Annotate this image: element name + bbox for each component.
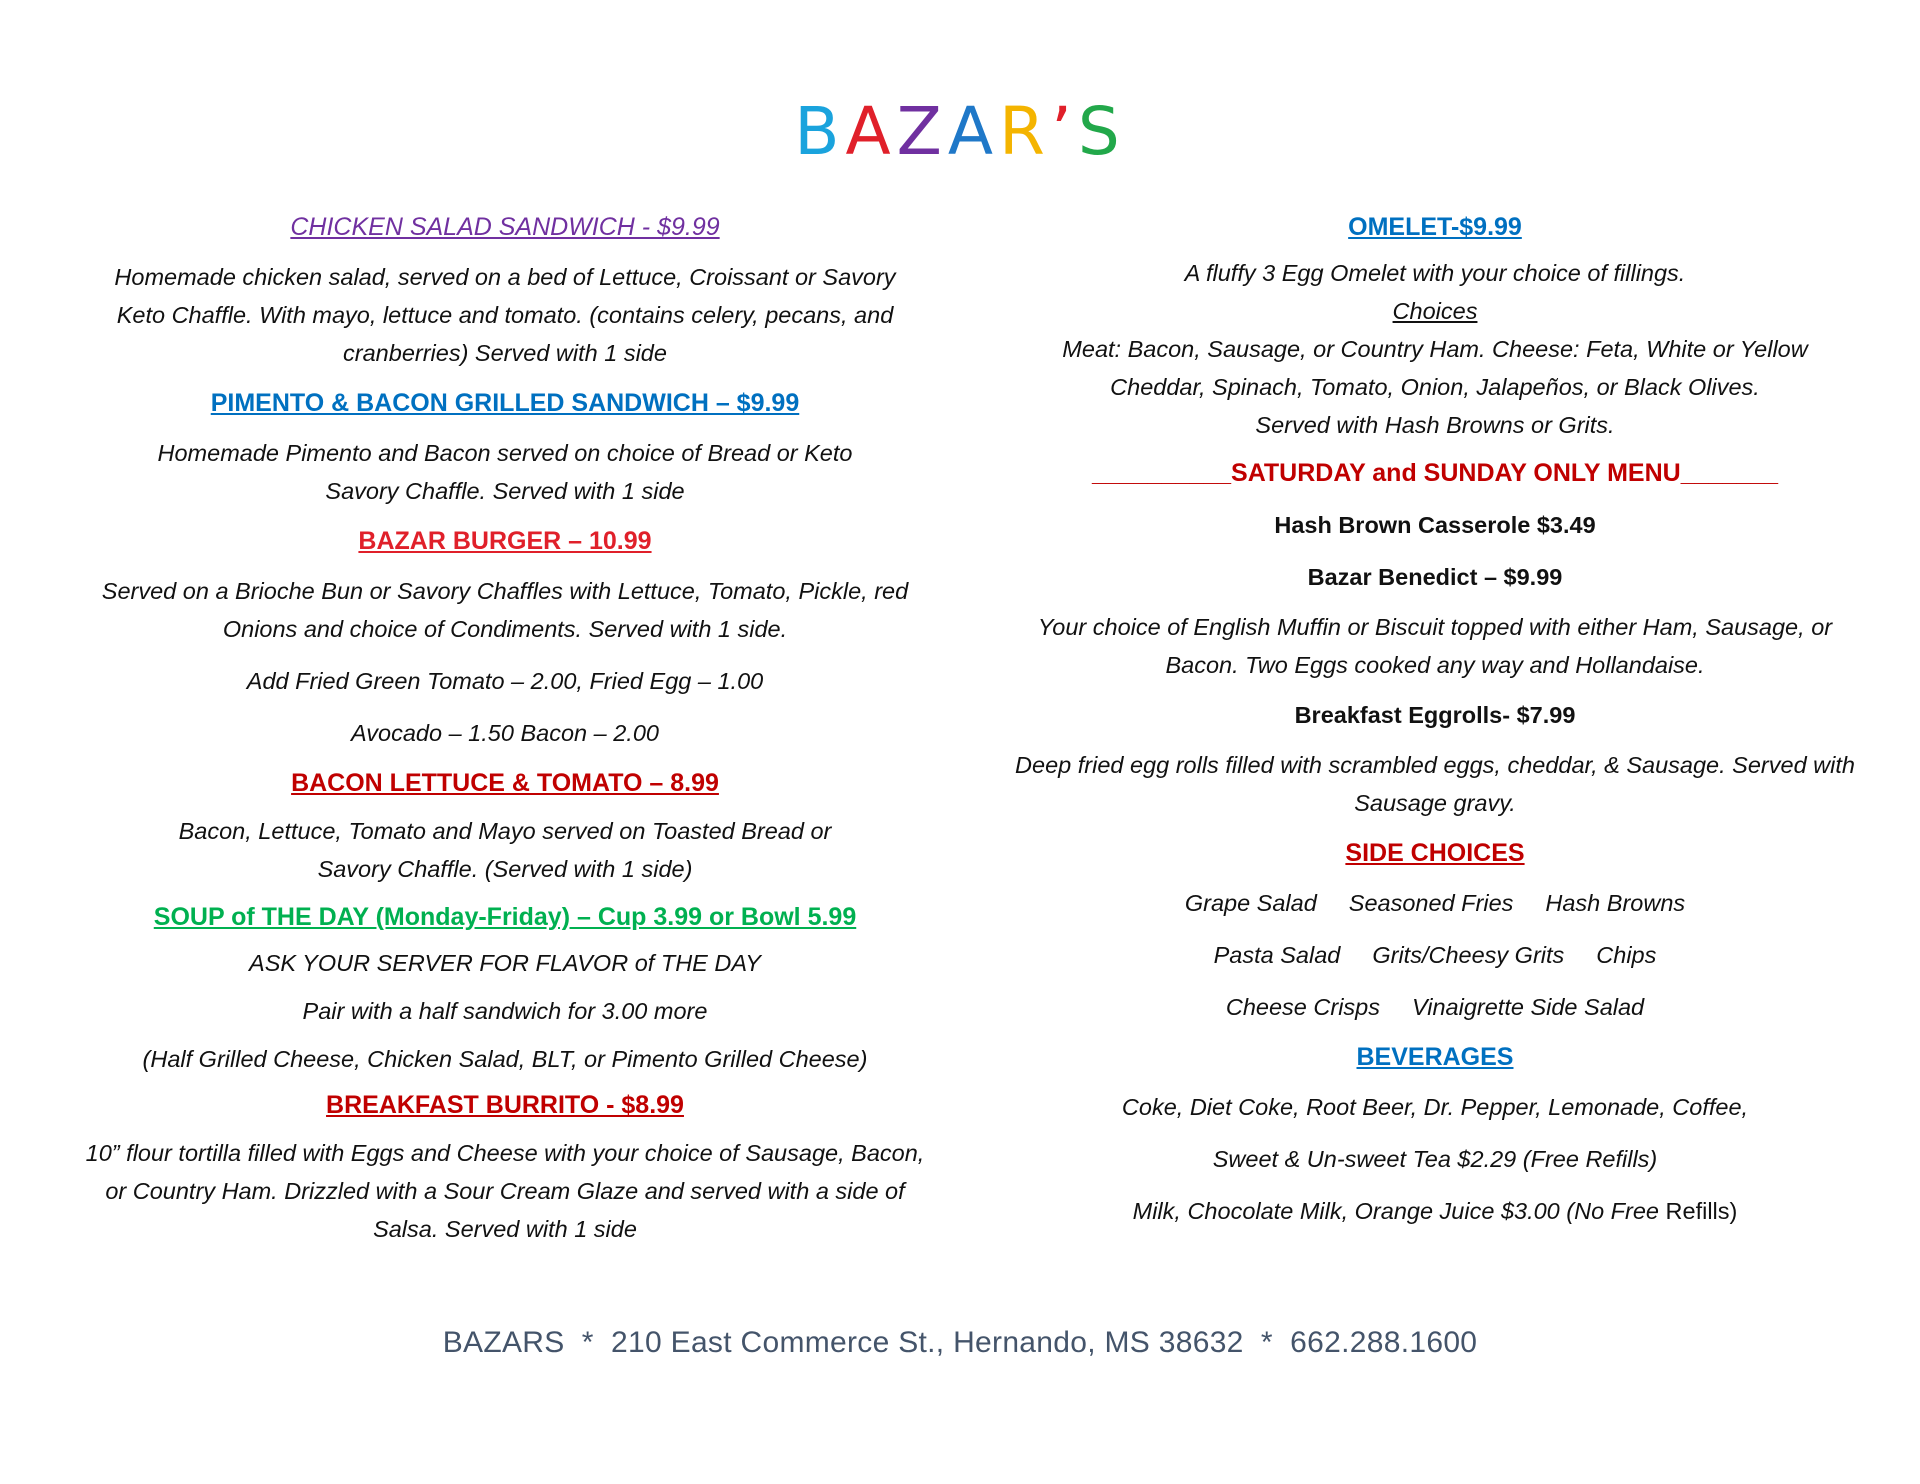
weekend-menu-title: SATURDAY and SUNDAY ONLY MENU bbox=[1231, 459, 1681, 487]
omelet-choices-label: Choices bbox=[1392, 298, 1478, 324]
menu-left-column bbox=[80, 206, 930, 1248]
bazar-burger-description: Served on a Brioche Bun or Savory Chaffles with Lettuce, Tomato, Pickle, red Onions and choice of Condiments. Served with 1 side. bbox=[101, 578, 909, 642]
side-item: Grits/Cheesy Grits bbox=[1372, 942, 1565, 968]
side-choices-title: SIDE CHOICES bbox=[1345, 839, 1525, 867]
beverages-line-2: Sweet & Un-sweet Tea $2.29 (Free Refills) bbox=[1212, 1146, 1658, 1172]
logo-letter: R bbox=[999, 93, 1051, 170]
blt-title: BACON LETTUCE & TOMATO – 8.99 bbox=[291, 769, 719, 797]
burger-addons-line-2: Avocado – 1.50 Bacon – 2.00 bbox=[351, 720, 659, 746]
weekend-menu-heading bbox=[1005, 456, 1865, 490]
logo-letter: S bbox=[1077, 93, 1126, 170]
beverages-line-3-plain: Refills) bbox=[1665, 1198, 1738, 1224]
burger-addons-line-1: Add Fried Green Tomato – 2.00, Fried Egg – 1.00 bbox=[246, 668, 764, 694]
soup-flavor-line: ASK YOUR SERVER FOR FLAVOR of THE DAY bbox=[249, 950, 761, 976]
weekend-rule-tail: _______ bbox=[1680, 459, 1779, 487]
soup-pairing-options: (Half Grilled Cheese, Chicken Salad, BLT, or Pimento Grilled Cheese) bbox=[142, 1046, 868, 1072]
side-item: Chips bbox=[1596, 942, 1657, 968]
chicken-salad-title: CHICKEN SALAD SANDWICH - $9.99 bbox=[290, 213, 720, 241]
side-choices-row-3 bbox=[1005, 988, 1865, 1026]
menu-right-column bbox=[1005, 206, 1865, 1230]
side-choices-row-1 bbox=[1005, 884, 1865, 922]
beverages-title: BEVERAGES bbox=[1356, 1043, 1514, 1071]
side-item: Seasoned Fries bbox=[1348, 890, 1514, 916]
pimento-sandwich-description: Homemade Pimento and Bacon served on choice of Bread or Keto Savory Chaffle. Served with 1 side bbox=[157, 440, 853, 504]
breakfast-burrito-description: 10” flour tortilla filled with Eggs and Cheese with your choice of Sausage, Bacon, or Country Ham. Drizzled with a Sour Cream Glaze and served with a side of Salsa. Served with 1 side bbox=[85, 1140, 925, 1242]
side-item: Vinaigrette Side Salad bbox=[1412, 994, 1645, 1020]
restaurant-address-footer: BAZARS * 210 East Commerce St., Hernando, MS 38632 * 662.288.1600 bbox=[442, 1326, 1478, 1359]
soup-of-the-day-title: SOUP of THE DAY (Monday-Friday) – Cup 3.99 or Bowl 5.99 bbox=[153, 903, 857, 931]
soup-pairing-line: Pair with a half sandwich for 3.00 more bbox=[302, 998, 708, 1024]
beverages-line-3 bbox=[1005, 1192, 1865, 1230]
pimento-sandwich-title: PIMENTO & BACON GRILLED SANDWICH – $9.99 bbox=[210, 389, 800, 417]
bazar-benedict-description: Your choice of English Muffin or Biscuit topped with either Ham, Sausage, or Bacon. Two Eggs cooked any way and Hollandaise. bbox=[1037, 614, 1833, 678]
bazar-burger-title: BAZAR BURGER – 10.99 bbox=[358, 527, 652, 555]
chicken-salad-description: Homemade chicken salad, served on a bed of Lettuce, Croissant or Savory Keto Chaffle. With mayo, lettuce and tomato. (contains celery, pecans, and cranberries) Served with 1 side bbox=[114, 264, 896, 366]
breakfast-eggrolls-description: Deep fried egg rolls filled with scrambled eggs, cheddar, & Sausage. Served with Sausage gravy. bbox=[1015, 752, 1855, 816]
weekend-rule-lead: __________ bbox=[1091, 459, 1232, 487]
side-item: Cheese Crisps bbox=[1225, 994, 1380, 1020]
omelet-title: OMELET-$9.99 bbox=[1348, 213, 1522, 241]
logo-letter: ’ bbox=[1050, 93, 1078, 170]
breakfast-burrito-title: BREAKFAST BURRITO - $8.99 bbox=[326, 1091, 684, 1119]
logo-letter: A bbox=[947, 93, 1000, 170]
breakfast-eggrolls-title: Breakfast Eggrolls- $7.99 bbox=[1294, 702, 1576, 728]
logo-letter: Z bbox=[896, 93, 948, 170]
logo-letter: B bbox=[794, 93, 846, 170]
omelet-served-with: Served with Hash Browns or Grits. bbox=[1255, 412, 1615, 438]
hash-brown-casserole-title: Hash Brown Casserole $3.49 bbox=[1274, 512, 1596, 538]
side-choices-row-2 bbox=[1005, 936, 1865, 974]
beverages-line-3-italic: Milk, Chocolate Milk, Orange Juice $3.00 (No Free bbox=[1132, 1198, 1666, 1224]
side-item: Pasta Salad bbox=[1213, 942, 1341, 968]
bazar-benedict-title: Bazar Benedict – $9.99 bbox=[1307, 564, 1563, 590]
side-item: Hash Browns bbox=[1545, 890, 1686, 916]
logo-letter: A bbox=[845, 93, 897, 170]
beverages-line-1: Coke, Diet Coke, Root Beer, Dr. Pepper, Lemonade, Coffee, bbox=[1121, 1094, 1749, 1120]
restaurant-logo bbox=[0, 92, 1920, 172]
omelet-description: A fluffy 3 Egg Omelet with your choice of fillings. bbox=[1184, 260, 1686, 286]
blt-description: Bacon, Lettuce, Tomato and Mayo served on Toasted Bread or Savory Chaffle. (Served with 1 side) bbox=[178, 818, 832, 882]
side-item: Grape Salad bbox=[1184, 890, 1317, 916]
omelet-fillings: Meat: Bacon, Sausage, or Country Ham. Cheese: Feta, White or Yellow Cheddar, Spinach, Tomato, Onion, Jalapeños, or Black Olives. bbox=[1062, 336, 1808, 400]
